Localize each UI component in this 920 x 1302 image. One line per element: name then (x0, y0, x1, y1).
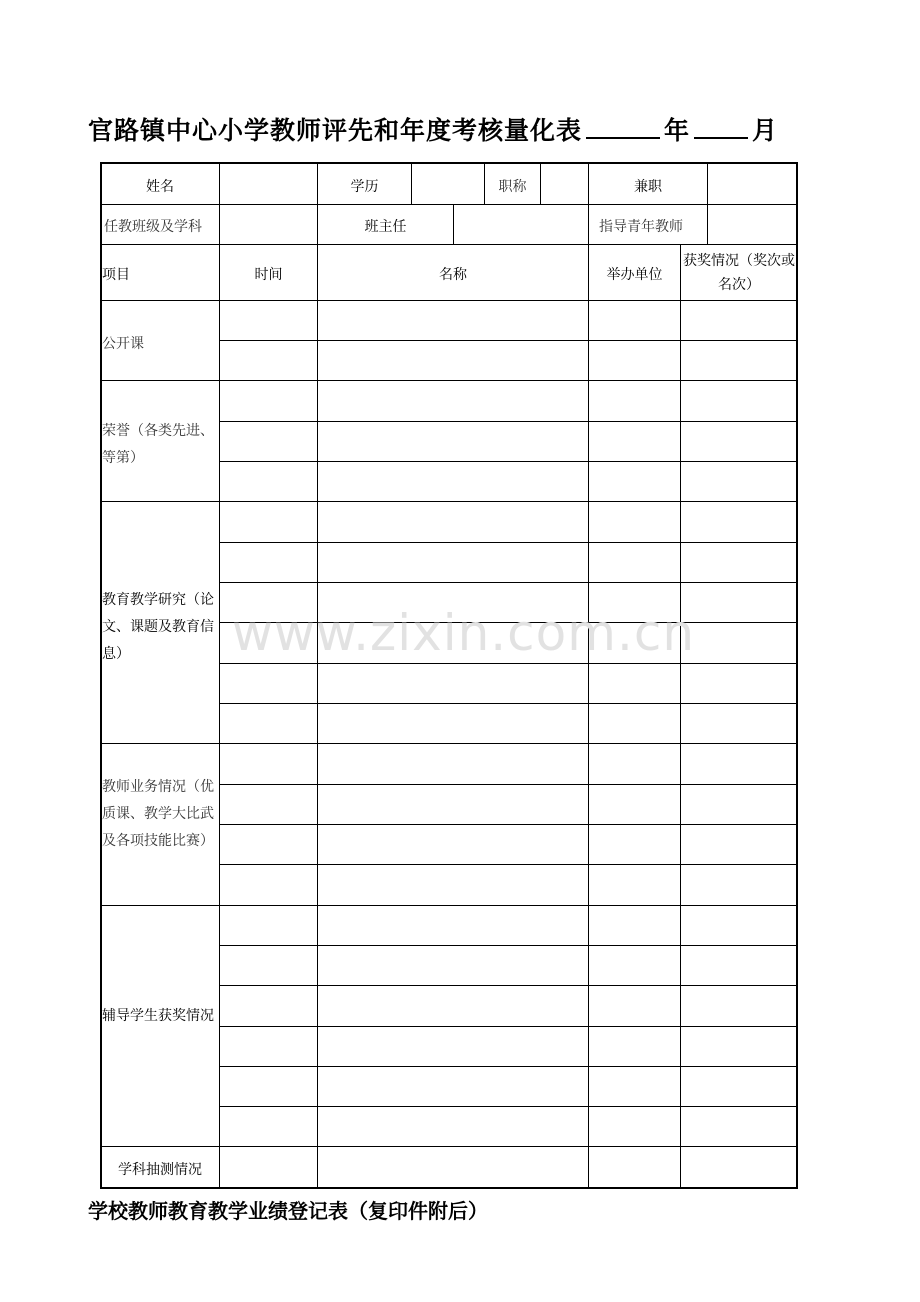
col-line (453, 204, 454, 244)
row-line (219, 784, 798, 785)
teaching-class-label: 任教班级及学科 (104, 219, 202, 235)
section-line (100, 380, 798, 381)
row-line (219, 663, 798, 664)
section-honor: 荣誉（各类先进、等第） (102, 423, 214, 466)
column-header-item: 项目 (102, 267, 130, 283)
section-business: 教师业务情况（优质课、教学大比武及各项技能比赛） (102, 779, 214, 849)
column-header-award: 获奖情况（奖次或名次） (683, 253, 795, 293)
row-line (219, 340, 798, 341)
row-line (219, 945, 798, 946)
column-header-organizer: 举办单位 (606, 267, 663, 283)
row-line (219, 1026, 798, 1027)
col-line (219, 244, 220, 1188)
table-border-bottom (100, 1187, 798, 1189)
row-line (219, 542, 798, 543)
column-header-time: 时间 (254, 267, 283, 283)
table-border-top (100, 162, 798, 164)
col-line (680, 244, 681, 1188)
name-label: 姓名 (146, 179, 174, 195)
col-line (707, 162, 708, 204)
row-line (219, 582, 798, 583)
section-sampling: 学科抽测情况 (118, 1162, 202, 1178)
head-teacher-label: 班主任 (364, 219, 407, 235)
col-line (540, 162, 541, 204)
section-line (100, 1146, 798, 1147)
watermark: www.zixin.com.cn (232, 604, 696, 662)
row-line (100, 300, 798, 301)
row-line (219, 421, 798, 422)
col-line (219, 204, 220, 244)
col-line (707, 204, 708, 244)
col-line (588, 244, 589, 1188)
education-label: 学历 (350, 179, 379, 195)
col-line (588, 204, 589, 244)
footer-note: 学校教师教育教学业绩登记表（复印件附后） (88, 1199, 488, 1223)
form-title-text: 官路镇中心小学教师评先和年度考核量化表 (88, 116, 583, 145)
row-line (219, 1106, 798, 1107)
column-header-name: 名称 (439, 267, 467, 283)
row-line (219, 461, 798, 462)
section-coaching: 辅导学生获奖情况 (102, 1008, 214, 1024)
concurrent-label: 兼职 (634, 179, 662, 195)
section-line (100, 501, 798, 502)
row-line (219, 824, 798, 825)
year-label: 年 (664, 116, 691, 145)
col-line (317, 244, 318, 1188)
row-line (219, 985, 798, 986)
section-open-class: 公开课 (102, 336, 144, 352)
col-line (219, 162, 220, 204)
section-research: 教育教学研究（论文、课题及教育信息） (102, 592, 214, 662)
row-line (219, 1066, 798, 1067)
section-line (100, 743, 798, 744)
row-line (100, 244, 798, 245)
title-label: 职称 (498, 179, 527, 195)
row-line (219, 703, 798, 704)
table-border-right (796, 162, 798, 1189)
mentor-label: 指导青年教师 (599, 219, 683, 235)
table-border-left (100, 162, 102, 1189)
section-line (100, 905, 798, 906)
col-line (411, 162, 412, 204)
row-line (100, 204, 798, 205)
row-line (219, 864, 798, 865)
month-label: 月 (752, 116, 779, 145)
row-line (219, 622, 798, 623)
